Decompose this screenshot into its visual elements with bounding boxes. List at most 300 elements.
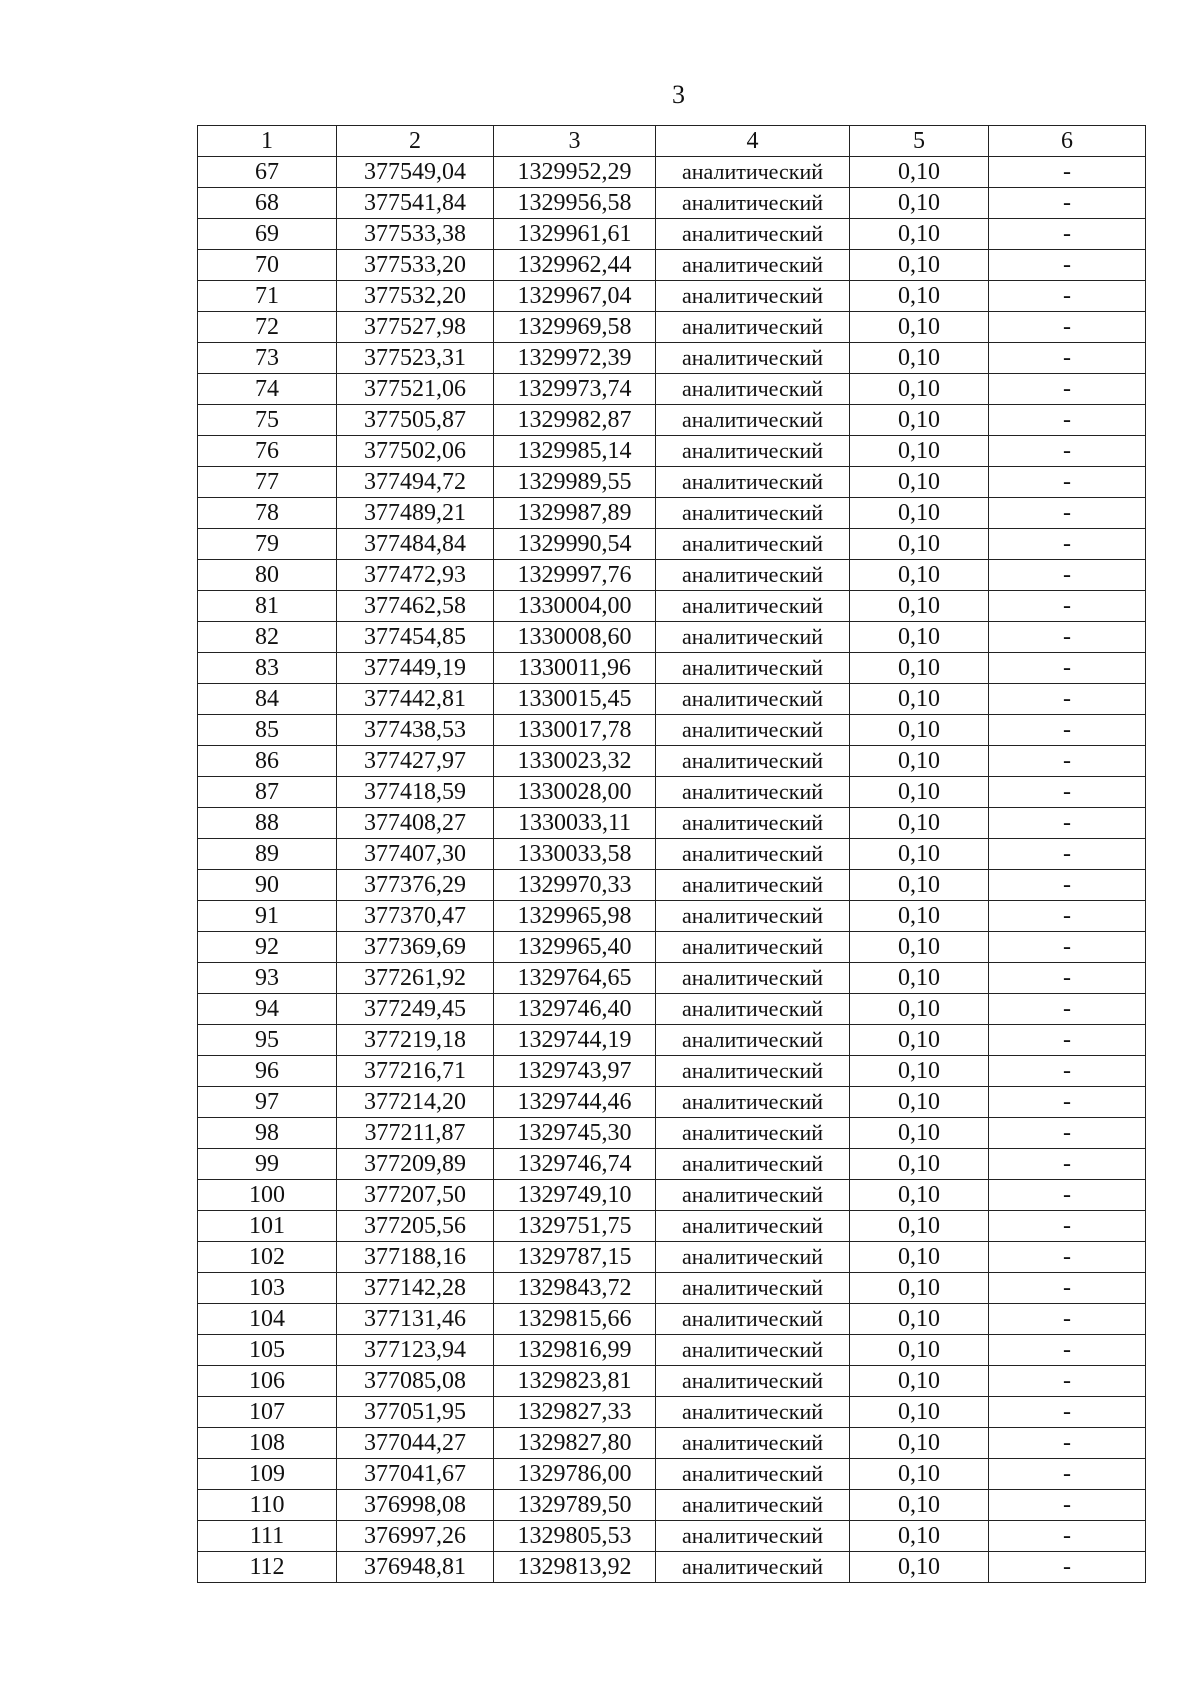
- table-row: [198, 1428, 1146, 1459]
- point-number-cell: 85: [198, 715, 337, 746]
- accuracy-cell: 0,10: [850, 622, 989, 653]
- header-cell: 3: [494, 126, 656, 157]
- page-number: 3: [672, 80, 685, 109]
- accuracy-cell: 0,10: [850, 188, 989, 219]
- point-number-cell: 87: [198, 777, 337, 808]
- y-coordinate-cell: 1330028,00: [494, 777, 656, 808]
- x-coordinate-cell: 377261,92: [337, 963, 494, 994]
- note-cell: -: [989, 1397, 1146, 1428]
- point-number-cell: 78: [198, 498, 337, 529]
- point-number-cell: 96: [198, 1056, 337, 1087]
- x-coordinate-cell: 377427,97: [337, 746, 494, 777]
- accuracy-cell: 0,10: [850, 591, 989, 622]
- note-cell: -: [989, 994, 1146, 1025]
- point-number-cell: 110: [198, 1490, 337, 1521]
- point-number-cell: 81: [198, 591, 337, 622]
- y-coordinate-cell: 1329973,74: [494, 374, 656, 405]
- accuracy-cell: 0,10: [850, 1056, 989, 1087]
- method-cell: аналитический: [656, 1149, 850, 1180]
- point-number-cell: 107: [198, 1397, 337, 1428]
- accuracy-cell: 0,10: [850, 1335, 989, 1366]
- y-coordinate-cell: 1329751,75: [494, 1211, 656, 1242]
- accuracy-cell: 0,10: [850, 1521, 989, 1552]
- accuracy-cell: 0,10: [850, 777, 989, 808]
- x-coordinate-cell: 377123,94: [337, 1335, 494, 1366]
- point-number-cell: 74: [198, 374, 337, 405]
- x-coordinate-cell: 377214,20: [337, 1087, 494, 1118]
- point-number-cell: 92: [198, 932, 337, 963]
- accuracy-cell: 0,10: [850, 1397, 989, 1428]
- method-cell: аналитический: [656, 684, 850, 715]
- x-coordinate-cell: 377494,72: [337, 467, 494, 498]
- accuracy-cell: 0,10: [850, 250, 989, 281]
- note-cell: -: [989, 250, 1146, 281]
- y-coordinate-cell: 1329827,33: [494, 1397, 656, 1428]
- table-row: [198, 963, 1146, 994]
- accuracy-cell: 0,10: [850, 312, 989, 343]
- note-cell: -: [989, 1242, 1146, 1273]
- note-cell: -: [989, 219, 1146, 250]
- x-coordinate-cell: 377211,87: [337, 1118, 494, 1149]
- table-row: [198, 994, 1146, 1025]
- accuracy-cell: 0,10: [850, 1304, 989, 1335]
- method-cell: аналитический: [656, 1552, 850, 1583]
- table-row: [198, 1056, 1146, 1087]
- table-row: [198, 1118, 1146, 1149]
- y-coordinate-cell: 1329997,76: [494, 560, 656, 591]
- point-number-cell: 67: [198, 157, 337, 188]
- accuracy-cell: 0,10: [850, 1211, 989, 1242]
- note-cell: -: [989, 1025, 1146, 1056]
- y-coordinate-cell: 1329965,40: [494, 932, 656, 963]
- method-cell: аналитический: [656, 1459, 850, 1490]
- table-row: [198, 1552, 1146, 1583]
- point-number-cell: 104: [198, 1304, 337, 1335]
- accuracy-cell: 0,10: [850, 653, 989, 684]
- accuracy-cell: 0,10: [850, 1087, 989, 1118]
- x-coordinate-cell: 376998,08: [337, 1490, 494, 1521]
- method-cell: аналитический: [656, 1118, 850, 1149]
- x-coordinate-cell: 377541,84: [337, 188, 494, 219]
- accuracy-cell: 0,10: [850, 839, 989, 870]
- table-row: [198, 653, 1146, 684]
- x-coordinate-cell: 377209,89: [337, 1149, 494, 1180]
- coordinates-table: [197, 125, 1146, 1583]
- table-row: [198, 157, 1146, 188]
- point-number-cell: 69: [198, 219, 337, 250]
- method-cell: аналитический: [656, 746, 850, 777]
- point-number-cell: 93: [198, 963, 337, 994]
- accuracy-cell: 0,10: [850, 1490, 989, 1521]
- note-cell: -: [989, 1087, 1146, 1118]
- note-cell: -: [989, 498, 1146, 529]
- x-coordinate-cell: 377408,27: [337, 808, 494, 839]
- x-coordinate-cell: 377370,47: [337, 901, 494, 932]
- table-row: [198, 405, 1146, 436]
- method-cell: аналитический: [656, 250, 850, 281]
- method-cell: аналитический: [656, 343, 850, 374]
- note-cell: -: [989, 1552, 1146, 1583]
- x-coordinate-cell: 377188,16: [337, 1242, 494, 1273]
- x-coordinate-cell: 377219,18: [337, 1025, 494, 1056]
- x-coordinate-cell: 377041,67: [337, 1459, 494, 1490]
- y-coordinate-cell: 1329962,44: [494, 250, 656, 281]
- x-coordinate-cell: 377407,30: [337, 839, 494, 870]
- y-coordinate-cell: 1329744,19: [494, 1025, 656, 1056]
- point-number-cell: 97: [198, 1087, 337, 1118]
- accuracy-cell: 0,10: [850, 281, 989, 312]
- table-row: [198, 1490, 1146, 1521]
- y-coordinate-cell: 1330004,00: [494, 591, 656, 622]
- point-number-cell: 94: [198, 994, 337, 1025]
- y-coordinate-cell: 1329823,81: [494, 1366, 656, 1397]
- table-row: [198, 436, 1146, 467]
- y-coordinate-cell: 1329749,10: [494, 1180, 656, 1211]
- method-cell: аналитический: [656, 498, 850, 529]
- accuracy-cell: 0,10: [850, 1366, 989, 1397]
- table-row: [198, 1459, 1146, 1490]
- point-number-cell: 108: [198, 1428, 337, 1459]
- accuracy-cell: 0,10: [850, 498, 989, 529]
- point-number-cell: 71: [198, 281, 337, 312]
- note-cell: -: [989, 622, 1146, 653]
- table-row: [198, 219, 1146, 250]
- y-coordinate-cell: 1329827,80: [494, 1428, 656, 1459]
- table-row: [198, 591, 1146, 622]
- method-cell: аналитический: [656, 1180, 850, 1211]
- y-coordinate-cell: 1329815,66: [494, 1304, 656, 1335]
- accuracy-cell: 0,10: [850, 994, 989, 1025]
- method-cell: аналитический: [656, 653, 850, 684]
- method-cell: аналитический: [656, 1304, 850, 1335]
- y-coordinate-cell: 1329987,89: [494, 498, 656, 529]
- point-number-cell: 83: [198, 653, 337, 684]
- method-cell: аналитический: [656, 374, 850, 405]
- y-coordinate-cell: 1330023,32: [494, 746, 656, 777]
- table-row: [198, 188, 1146, 219]
- note-cell: -: [989, 312, 1146, 343]
- method-cell: аналитический: [656, 1366, 850, 1397]
- point-number-cell: 111: [198, 1521, 337, 1552]
- table-row: [198, 1242, 1146, 1273]
- method-cell: аналитический: [656, 1242, 850, 1273]
- x-coordinate-cell: 377216,71: [337, 1056, 494, 1087]
- point-number-cell: 109: [198, 1459, 337, 1490]
- table-row: [198, 715, 1146, 746]
- table-row: [198, 684, 1146, 715]
- y-coordinate-cell: 1329967,04: [494, 281, 656, 312]
- method-cell: аналитический: [656, 591, 850, 622]
- header-cell: 5: [850, 126, 989, 157]
- note-cell: -: [989, 1273, 1146, 1304]
- note-cell: -: [989, 1149, 1146, 1180]
- point-number-cell: 106: [198, 1366, 337, 1397]
- note-cell: -: [989, 963, 1146, 994]
- table-row: [198, 374, 1146, 405]
- accuracy-cell: 0,10: [850, 901, 989, 932]
- table-row: [198, 932, 1146, 963]
- table-row: [198, 1087, 1146, 1118]
- note-cell: -: [989, 1211, 1146, 1242]
- y-coordinate-cell: 1330017,78: [494, 715, 656, 746]
- y-coordinate-cell: 1329816,99: [494, 1335, 656, 1366]
- y-coordinate-cell: 1329982,87: [494, 405, 656, 436]
- point-number-cell: 70: [198, 250, 337, 281]
- x-coordinate-cell: 377532,20: [337, 281, 494, 312]
- point-number-cell: 84: [198, 684, 337, 715]
- method-cell: аналитический: [656, 1521, 850, 1552]
- y-coordinate-cell: 1329990,54: [494, 529, 656, 560]
- table-header-row: [198, 126, 1146, 157]
- method-cell: аналитический: [656, 405, 850, 436]
- accuracy-cell: 0,10: [850, 1025, 989, 1056]
- y-coordinate-cell: 1329764,65: [494, 963, 656, 994]
- accuracy-cell: 0,10: [850, 684, 989, 715]
- point-number-cell: 103: [198, 1273, 337, 1304]
- point-number-cell: 86: [198, 746, 337, 777]
- note-cell: -: [989, 1180, 1146, 1211]
- header-cell: 1: [198, 126, 337, 157]
- x-coordinate-cell: 377472,93: [337, 560, 494, 591]
- method-cell: аналитический: [656, 560, 850, 591]
- y-coordinate-cell: 1329786,00: [494, 1459, 656, 1490]
- accuracy-cell: 0,10: [850, 932, 989, 963]
- note-cell: -: [989, 870, 1146, 901]
- y-coordinate-cell: 1329745,30: [494, 1118, 656, 1149]
- x-coordinate-cell: 377205,56: [337, 1211, 494, 1242]
- note-cell: -: [989, 808, 1146, 839]
- x-coordinate-cell: 377438,53: [337, 715, 494, 746]
- x-coordinate-cell: 377044,27: [337, 1428, 494, 1459]
- method-cell: аналитический: [656, 1273, 850, 1304]
- y-coordinate-cell: 1330011,96: [494, 653, 656, 684]
- accuracy-cell: 0,10: [850, 715, 989, 746]
- x-coordinate-cell: 377521,06: [337, 374, 494, 405]
- y-coordinate-cell: 1330033,58: [494, 839, 656, 870]
- note-cell: -: [989, 777, 1146, 808]
- note-cell: -: [989, 746, 1146, 777]
- y-coordinate-cell: 1329746,40: [494, 994, 656, 1025]
- header-cell: 2: [337, 126, 494, 157]
- y-coordinate-cell: 1329746,74: [494, 1149, 656, 1180]
- accuracy-cell: 0,10: [850, 808, 989, 839]
- table-row: [198, 777, 1146, 808]
- accuracy-cell: 0,10: [850, 436, 989, 467]
- y-coordinate-cell: 1329813,92: [494, 1552, 656, 1583]
- point-number-cell: 91: [198, 901, 337, 932]
- method-cell: аналитический: [656, 157, 850, 188]
- point-number-cell: 90: [198, 870, 337, 901]
- method-cell: аналитический: [656, 436, 850, 467]
- table-row: [198, 560, 1146, 591]
- accuracy-cell: 0,10: [850, 870, 989, 901]
- point-number-cell: 101: [198, 1211, 337, 1242]
- method-cell: аналитический: [656, 1087, 850, 1118]
- accuracy-cell: 0,10: [850, 560, 989, 591]
- y-coordinate-cell: 1329787,15: [494, 1242, 656, 1273]
- x-coordinate-cell: 377502,06: [337, 436, 494, 467]
- method-cell: аналитический: [656, 1397, 850, 1428]
- y-coordinate-cell: 1330015,45: [494, 684, 656, 715]
- table-row: [198, 1149, 1146, 1180]
- accuracy-cell: 0,10: [850, 1118, 989, 1149]
- accuracy-cell: 0,10: [850, 1180, 989, 1211]
- table-row: [198, 808, 1146, 839]
- accuracy-cell: 0,10: [850, 1242, 989, 1273]
- point-number-cell: 102: [198, 1242, 337, 1273]
- x-coordinate-cell: 377505,87: [337, 405, 494, 436]
- x-coordinate-cell: 377533,20: [337, 250, 494, 281]
- point-number-cell: 112: [198, 1552, 337, 1583]
- y-coordinate-cell: 1329972,39: [494, 343, 656, 374]
- note-cell: -: [989, 1335, 1146, 1366]
- x-coordinate-cell: 377131,46: [337, 1304, 494, 1335]
- point-number-cell: 98: [198, 1118, 337, 1149]
- note-cell: -: [989, 560, 1146, 591]
- note-cell: -: [989, 1056, 1146, 1087]
- method-cell: аналитический: [656, 467, 850, 498]
- x-coordinate-cell: 377249,45: [337, 994, 494, 1025]
- y-coordinate-cell: 1330033,11: [494, 808, 656, 839]
- table-row: [198, 343, 1146, 374]
- x-coordinate-cell: 377527,98: [337, 312, 494, 343]
- table-row: [198, 901, 1146, 932]
- table-row: [198, 529, 1146, 560]
- table-row: [198, 622, 1146, 653]
- method-cell: аналитический: [656, 963, 850, 994]
- accuracy-cell: 0,10: [850, 157, 989, 188]
- note-cell: -: [989, 467, 1146, 498]
- y-coordinate-cell: 1329970,33: [494, 870, 656, 901]
- table-row: [198, 1304, 1146, 1335]
- y-coordinate-cell: 1330008,60: [494, 622, 656, 653]
- y-coordinate-cell: 1329805,53: [494, 1521, 656, 1552]
- accuracy-cell: 0,10: [850, 1459, 989, 1490]
- table-row: [198, 870, 1146, 901]
- x-coordinate-cell: 377549,04: [337, 157, 494, 188]
- method-cell: аналитический: [656, 1335, 850, 1366]
- note-cell: -: [989, 1521, 1146, 1552]
- accuracy-cell: 0,10: [850, 1428, 989, 1459]
- table-row: [198, 498, 1146, 529]
- accuracy-cell: 0,10: [850, 343, 989, 374]
- note-cell: -: [989, 405, 1146, 436]
- point-number-cell: 68: [198, 188, 337, 219]
- x-coordinate-cell: 377454,85: [337, 622, 494, 653]
- note-cell: -: [989, 1304, 1146, 1335]
- y-coordinate-cell: 1329989,55: [494, 467, 656, 498]
- point-number-cell: 99: [198, 1149, 337, 1180]
- note-cell: -: [989, 839, 1146, 870]
- point-number-cell: 88: [198, 808, 337, 839]
- note-cell: -: [989, 901, 1146, 932]
- accuracy-cell: 0,10: [850, 1149, 989, 1180]
- method-cell: аналитический: [656, 1428, 850, 1459]
- accuracy-cell: 0,10: [850, 467, 989, 498]
- x-coordinate-cell: 377533,38: [337, 219, 494, 250]
- table-row: [198, 1211, 1146, 1242]
- note-cell: -: [989, 281, 1146, 312]
- note-cell: -: [989, 1428, 1146, 1459]
- point-number-cell: 76: [198, 436, 337, 467]
- y-coordinate-cell: 1329965,98: [494, 901, 656, 932]
- table-row: [198, 839, 1146, 870]
- note-cell: -: [989, 374, 1146, 405]
- y-coordinate-cell: 1329956,58: [494, 188, 656, 219]
- table-row: [198, 312, 1146, 343]
- method-cell: аналитический: [656, 281, 850, 312]
- y-coordinate-cell: 1329744,46: [494, 1087, 656, 1118]
- table-row: [198, 281, 1146, 312]
- y-coordinate-cell: 1329952,29: [494, 157, 656, 188]
- note-cell: -: [989, 529, 1146, 560]
- point-number-cell: 100: [198, 1180, 337, 1211]
- accuracy-cell: 0,10: [850, 374, 989, 405]
- note-cell: -: [989, 1366, 1146, 1397]
- accuracy-cell: 0,10: [850, 219, 989, 250]
- x-coordinate-cell: 377462,58: [337, 591, 494, 622]
- note-cell: -: [989, 1490, 1146, 1521]
- header-cell: 6: [989, 126, 1146, 157]
- note-cell: -: [989, 1459, 1146, 1490]
- x-coordinate-cell: 376948,81: [337, 1552, 494, 1583]
- table-row: [198, 1335, 1146, 1366]
- accuracy-cell: 0,10: [850, 1273, 989, 1304]
- accuracy-cell: 0,10: [850, 405, 989, 436]
- point-number-cell: 80: [198, 560, 337, 591]
- method-cell: аналитический: [656, 529, 850, 560]
- y-coordinate-cell: 1329789,50: [494, 1490, 656, 1521]
- method-cell: аналитический: [656, 901, 850, 932]
- x-coordinate-cell: 377051,95: [337, 1397, 494, 1428]
- x-coordinate-cell: 377523,31: [337, 343, 494, 374]
- table-row: [198, 467, 1146, 498]
- x-coordinate-cell: 377369,69: [337, 932, 494, 963]
- method-cell: аналитический: [656, 777, 850, 808]
- note-cell: -: [989, 591, 1146, 622]
- method-cell: аналитический: [656, 1025, 850, 1056]
- accuracy-cell: 0,10: [850, 1552, 989, 1583]
- accuracy-cell: 0,10: [850, 746, 989, 777]
- method-cell: аналитический: [656, 932, 850, 963]
- method-cell: аналитический: [656, 1211, 850, 1242]
- point-number-cell: 95: [198, 1025, 337, 1056]
- method-cell: аналитический: [656, 994, 850, 1025]
- table-row: [198, 250, 1146, 281]
- x-coordinate-cell: 377142,28: [337, 1273, 494, 1304]
- note-cell: -: [989, 1118, 1146, 1149]
- table-body: [198, 157, 1146, 1583]
- method-cell: аналитический: [656, 715, 850, 746]
- point-number-cell: 72: [198, 312, 337, 343]
- accuracy-cell: 0,10: [850, 529, 989, 560]
- x-coordinate-cell: 377376,29: [337, 870, 494, 901]
- y-coordinate-cell: 1329843,72: [494, 1273, 656, 1304]
- table-row: [198, 1397, 1146, 1428]
- note-cell: -: [989, 684, 1146, 715]
- table-row: [198, 1025, 1146, 1056]
- method-cell: аналитический: [656, 870, 850, 901]
- point-number-cell: 75: [198, 405, 337, 436]
- y-coordinate-cell: 1329969,58: [494, 312, 656, 343]
- point-number-cell: 73: [198, 343, 337, 374]
- method-cell: аналитический: [656, 219, 850, 250]
- table-row: [198, 1366, 1146, 1397]
- x-coordinate-cell: 377484,84: [337, 529, 494, 560]
- note-cell: -: [989, 436, 1146, 467]
- x-coordinate-cell: 377085,08: [337, 1366, 494, 1397]
- y-coordinate-cell: 1329743,97: [494, 1056, 656, 1087]
